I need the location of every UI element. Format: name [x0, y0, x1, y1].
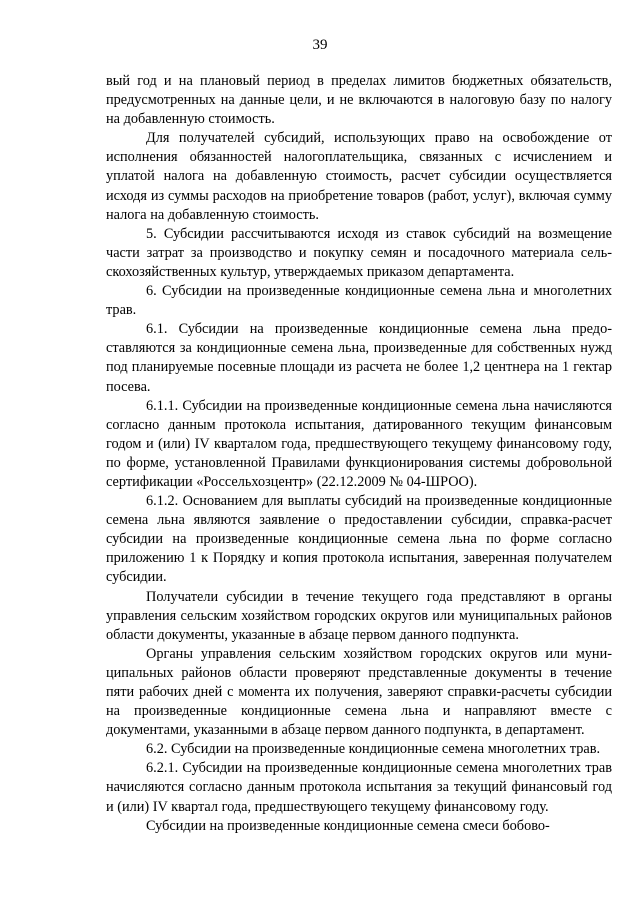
paragraph-5: 5. Субсидии рассчитываются исходя из ставок субсидий на возмещение части затрат за производство и покупку семян и посадочного материала сельскохозяйственных культур, утверждаемых приказом департамента.	[106, 225, 612, 280]
paragraph-6-1-1: 6.1.1. Субсидии на произведенные кондиционные семена льна начисляются согласно данным протокола испытания, датированного текущим финансовым годом и (или) IV кварталом года, предшествующего текущему финансовому году, по форме, установленной Правилами функционирования системы добровольной сертификации «Россельхозцентр» (22.12.2009 № 04-ШРОО).	[106, 397, 612, 490]
paragraph-6: 6. Субсидии на произведенные кондиционные семена льна и многолетних трав.	[106, 283, 612, 319]
paragraph-6-1: 6.1. Субсидии на произведенные кондиционные семена льна предоставляются за кондиционные семена льна, произведенные для собственных нужд под планируемые посевные площади из расчета не более 1,2 центнера на 1 гектар посева.	[106, 321, 612, 395]
page-number: 39	[312, 37, 328, 53]
paragraph-vat-exemption: Для получателей субсидий, использующих право на освобождение от исполнения обязанностей налогоплательщика, связанных с исчислением и уплатой налога на добавленную стоимость, расчет субсидии осуществляется исходя из суммы расходов на приобретение товаров (работ, услуг), включая сумму налога на добавленную стоимость.	[106, 130, 612, 223]
paragraph-authorities: Органы управления сельским хозяйством городских округов или муниципальных районов области проверяют представленные документы в течение пяти рабочих дней с момента их получения, заверяют справки-расчеты субсидии на произведенные кондиционные семена льна и направляют вместе с документами, указанными в абзаце первом данного подпункта, в департамент.	[106, 645, 612, 739]
paragraph-6-2: 6.2. Субсидии на произведенные кондиционные семена многолетних трав.	[146, 741, 601, 758]
paragraph-continuation: вый год и на плановый период в пределах лимитов бюджетных обязательств, предусмотренных на данные цели, и не включаются в налоговую базу по налогу на добавленную стоимость.	[106, 73, 612, 128]
paragraph-mixture: Субсидии на произведенные кондиционные семена смеси бобово-	[146, 817, 550, 834]
document-body	[106, 72, 612, 836]
paragraph-6-2-1: 6.2.1. Субсидии на произведенные кондиционные семена многолетних трав начисляются согласно данным протокола испытания за текущий финансовый год и (или) IV квартал года, предшествующего текущему финансовому году.	[106, 760, 612, 815]
paragraph-recipients: Получатели субсидии в течение текущего года представляют в органы управления сельским хозяйством городских округов или муниципальных районов области документы, указанные в абзаце первом данного подпункта.	[106, 588, 612, 643]
paragraph-6-1-2: 6.1.2. Основанием для выплаты субсидий на произведенные кондиционные семена льна являются заявление о предоставлении субсидии, справка-расчет субсидии на произведенные кондиционные семена льна по форме согласно приложению 1 к Порядку и копия протокола испытания, заверенная получателем субсидии.	[106, 493, 612, 586]
